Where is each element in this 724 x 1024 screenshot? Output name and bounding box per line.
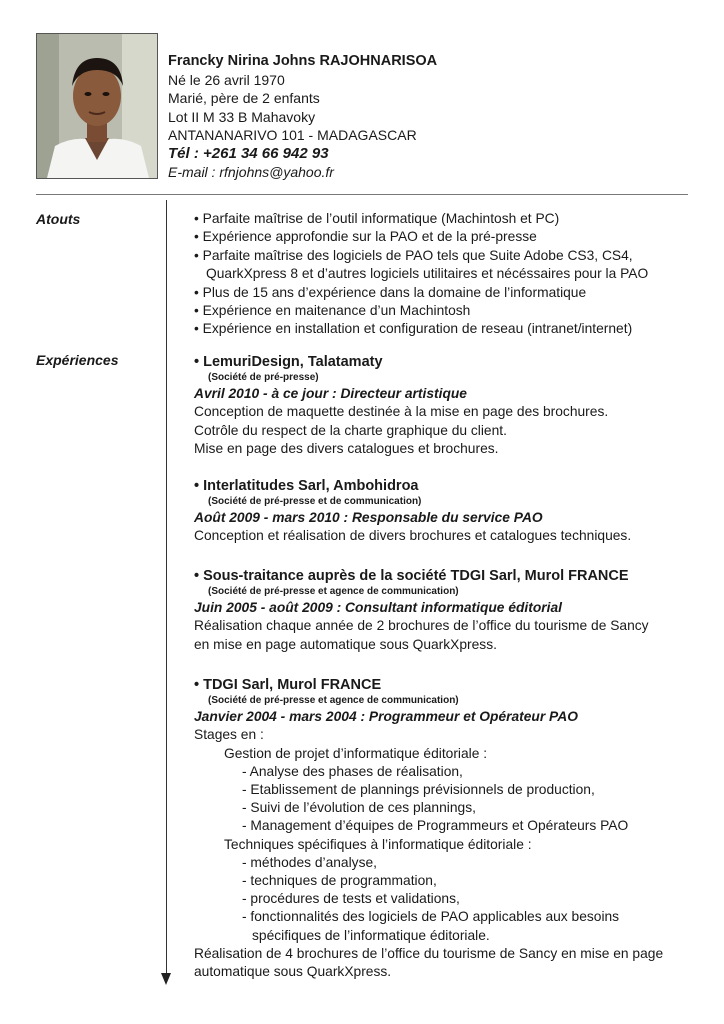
address-line: Lot II M 33 B Mahavoky: [168, 108, 316, 125]
company-type: (Société de pré-presse): [208, 372, 319, 384]
company-name: • Interlatitudes Sarl, Ambohidroa: [194, 478, 419, 494]
closing-line: automatique sous QuarkXpress.: [194, 964, 392, 980]
experience-sous-traitance: [194, 567, 649, 654]
stages-intro: Stages en :: [194, 727, 264, 743]
list-item: • Expérience en installation et configuration de reseau (intranet/internet): [194, 321, 633, 337]
company-name: • TDGI Sarl, Murol FRANCE: [194, 677, 382, 693]
list-item: • Expérience approfondie sur la PAO et de la pré-presse: [194, 229, 537, 245]
job-line: Cotrôle du respect de la charte graphique du client.: [194, 422, 507, 438]
contact-header: [168, 52, 437, 182]
phone-number: Tél : +261 34 66 942 93: [168, 144, 329, 162]
city-line: ANTANANARIVO 101 - MADAGASCAR: [168, 127, 417, 143]
job-line: en mise en page automatique sous QuarkXpress.: [194, 636, 497, 652]
section-title-experiences: Expériences: [36, 352, 119, 368]
profile-photo: [36, 33, 158, 179]
company-name: • Sous-traitance auprès de la société TDGI Sarl, Murol FRANCE: [194, 568, 629, 584]
full-name: Francky Nirina Johns RAJOHNARISOA: [168, 53, 438, 69]
job-line: Mise en page des divers catalogues et brochures.: [194, 440, 499, 456]
stage-item: - techniques de programmation,: [242, 873, 437, 889]
stage-item: - Management d’équipes de Programmeurs et Opérateurs PAO: [242, 818, 629, 834]
experience-interlatitudes: [194, 477, 631, 546]
atouts-list: [194, 210, 676, 339]
job-line: Réalisation chaque année de 2 brochures de l’office du tourisme de Sancy: [194, 618, 649, 634]
section-vertical-line: [166, 200, 167, 976]
company-name: • LemuriDesign, Talatamaty: [194, 354, 383, 370]
experience-tdgi: [194, 676, 663, 981]
header-divider: [36, 194, 688, 195]
job-line: Conception et réalisation de divers brochures et catalogues techniques.: [194, 528, 632, 544]
arrow-down-icon: [161, 973, 171, 985]
company-type: (Société de pré-presse et agence de communication): [208, 695, 459, 707]
stage-item: - procédures de tests et validations,: [242, 891, 460, 907]
job-period: Août 2009 - mars 2010 : Responsable du service PAO: [194, 510, 543, 526]
experience-lemuridesign: [194, 353, 608, 458]
job-period: Juin 2005 - août 2009 : Consultant informatique éditorial: [194, 600, 562, 616]
list-item: • Parfaite maîtrise des logiciels de PAO tels que Suite Adobe CS3, CS4, QuarkXpress 8 et d’autres logiciels utilitaires et nécéssaires pour la PAO: [194, 247, 649, 282]
company-type: (Société de pré-presse et de communication): [208, 496, 422, 508]
stage-group-title: Techniques spécifiques à l’informatique éditoriale :: [224, 836, 532, 852]
stage-group-title: Gestion de projet d’informatique éditoriale :: [224, 745, 488, 761]
closing-line: Réalisation de 4 brochures de l’office du tourisme de Sancy en mise en page: [194, 945, 664, 961]
list-item: • Plus de 15 ans d’expérience dans la domaine de l’informatique: [194, 284, 587, 300]
birth-date: Né le 26 avril 1970: [168, 71, 285, 88]
job-line: Conception de maquette destinée à la mise en page des brochures.: [194, 404, 609, 420]
list-item: • Expérience en maitenance d’un Machintosh: [194, 303, 471, 319]
company-type: (Société de pré-presse et agence de communication): [208, 586, 459, 598]
job-period: Avril 2010 - à ce jour : Directeur artistique: [194, 386, 467, 402]
stage-item: - Suivi de l’évolution de ces plannings,: [242, 800, 476, 816]
section-title-atouts: Atouts: [36, 211, 81, 227]
stage-item: spécifiques de l’informatique éditoriale.: [252, 927, 490, 943]
family-status: Marié, père de 2 enfants: [168, 90, 320, 106]
stage-item: - Analyse des phases de réalisation,: [242, 763, 463, 779]
email-address: E-mail : rfnjohns@yahoo.fr: [168, 164, 334, 180]
job-period: Janvier 2004 - mars 2004 : Programmeur et Opérateur PAO: [194, 709, 578, 725]
list-item: • Parfaite maîtrise de l’outil informatique (Machintosh et PC): [194, 211, 560, 226]
stage-item: - fonctionnalités des logiciels de PAO applicables aux besoins: [242, 909, 620, 925]
stage-item: - Etablissement de plannings prévisionnels de production,: [242, 782, 595, 798]
stage-item: - méthodes d’analyse,: [242, 854, 377, 870]
